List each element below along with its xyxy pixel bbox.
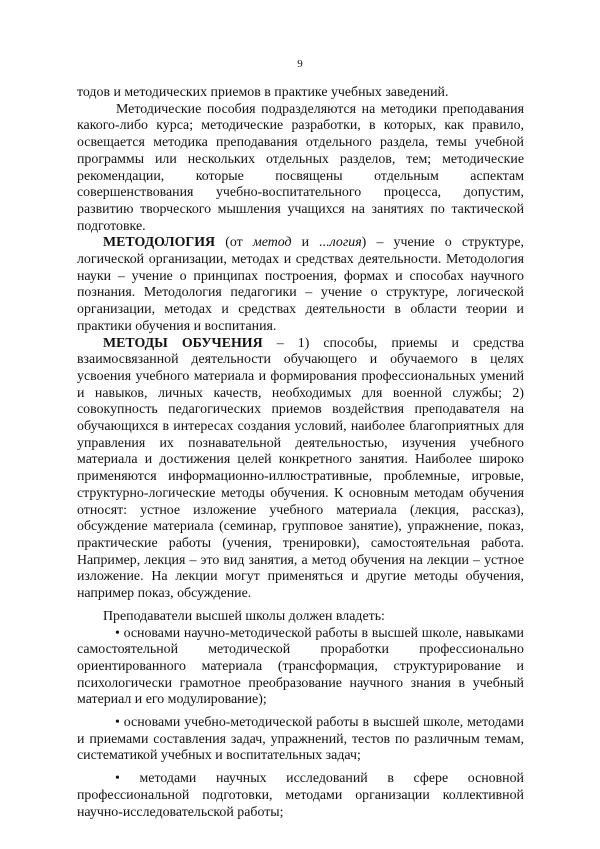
methodology-definition: ) – учение о структуре, логической организации, методах и средствах деятельности. Методология науки – учение о принципах построения, формах и способах научного познания. Методология педагогики – учение о структуре, логической организации, методах и средствах деятельности в области теории и практики обучения и воспитания.	[77, 235, 524, 334]
term-methodology: МЕТОДОЛОГИЯ	[103, 235, 216, 251]
paragraph-teachers-must: Преподаватели высшей школы должен владеть:	[103, 608, 385, 624]
paragraph-methodical-manuals: Методические пособия подразделяются на методики преподавания какого-либо курса; методические разработки, в которых, как правило, освещается методика преподавания отдельного раздела, темы учебной программы или нескольких отдельных разделов, тем; методические рекомендации, которые посвящены отдельным аспектам совершенствования учебно-воспитательного процесса, допустим, развитию творческого мышления учащихся на занятиях по тактической подготовке.	[77, 101, 524, 234]
paragraph-teaching-methods	[77, 336, 524, 603]
teaching-methods-definition: – 1) способы, приемы и средства взаимосвязанной деятельности обучающего и обучаемого в целях усвоения учебного материала и формирования профессиональных умений и навыков, личных качеств, необходимых для военной службы; 2) совокупность педагогических приемов воздействия преподавателя на обучающихся в интересах создания условий, наиболее благоприятных для управления их познавательной деятельностью, изучения учебного материала и достижения целей конкретного занятия. Наиболее широко применяются информационно-иллюстративные, проблемные, игровые, структурно-логические методы обучения. К основным методам обучения относят: устное изложение учебного материала (лекция, рассказ), обсуждение материала (семинар, групповое занятие), упражнение, показ, практические работы (учения, тренировки), самостоятельная работа. Например, лекция – это вид занятия, а метод обучения на лекции – устное изложение. На лекции могут применяться и другие методы обучения, например показ, обсуждение.	[77, 335, 524, 602]
paragraph-methodology	[77, 235, 524, 335]
italic-word-method: метод	[252, 235, 292, 251]
document-body	[77, 85, 524, 821]
term-teaching-methods: МЕТОДЫ ОБУЧЕНИЯ	[103, 335, 263, 351]
bullet-item-research-methods: • методами научных исследований в сфере основной профессиональной подготовки, методами организации коллективной научно-исследовательской работы;	[77, 771, 524, 820]
italic-word-logy: ...логия	[319, 235, 362, 251]
paragraph-continuation: тодов и методических приемов в практике учебных заведений.	[77, 85, 449, 100]
bullet-item-educational-methodical: • основами учебно-методической работы в высшей школе, методами и приемами составления задач, упражнений, тестов по различным темам, систематикой учебных и воспитательных задач;	[77, 715, 524, 764]
text-open: (от	[215, 235, 253, 251]
text-and: и	[291, 235, 320, 251]
page-number: 9	[297, 58, 303, 70]
bullet-item-scientific-methodical: • основами научно-методической работы в высшей школе, навыками самостоятельной методической проработки профессионально ориентированного материала (трансформация, структурирование и психологически грамотное преобразование научного знания в учебный материал и его модулирование);	[77, 625, 524, 708]
